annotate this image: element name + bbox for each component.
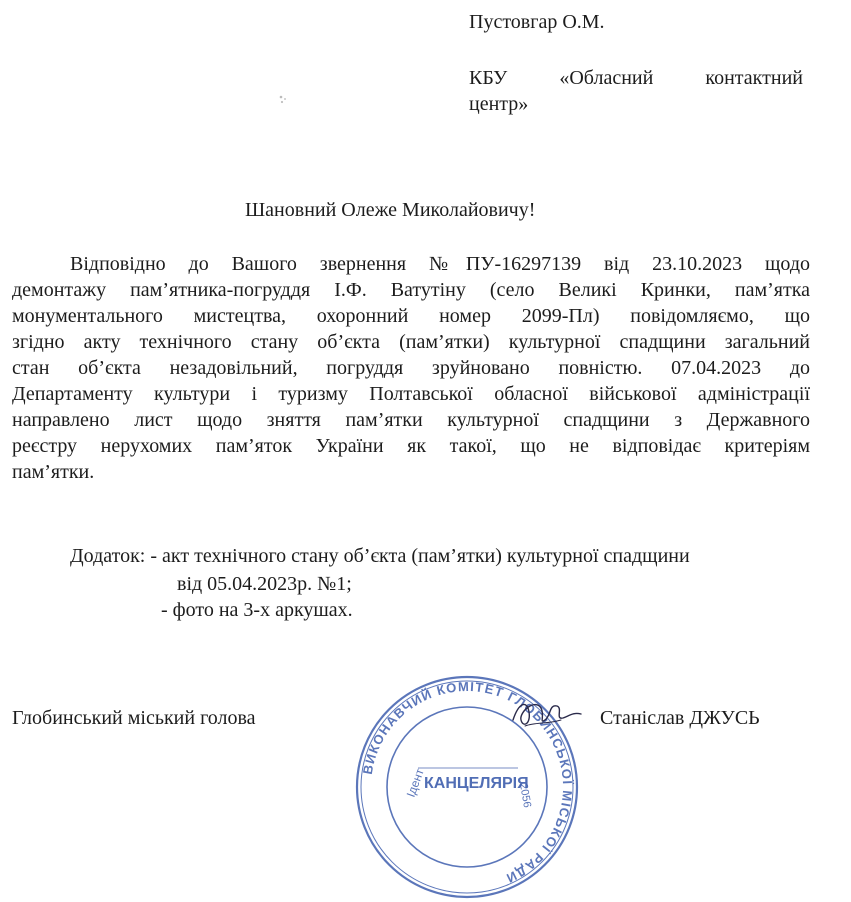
org-word-kontaktnyi: контактний <box>705 67 803 89</box>
attachment-line-1: Додаток: - акт технічного стану об’єкта (пам’ятки) культурної спадщини <box>70 545 690 567</box>
scan-speck-mark <box>276 92 290 106</box>
signatory-name: Станіслав ДЖУСЬ <box>600 707 760 729</box>
attachment-line-2: від 05.04.2023р. №1; <box>177 573 352 595</box>
body-line: стан об’єкта незадовільний, погруддя зруйновано повністю. 07.04.2023 до <box>12 357 810 379</box>
org-word-oblasnyi: «Обласний <box>559 67 654 89</box>
handwritten-signature <box>505 690 585 740</box>
stamp-inner-left-text: Ідент <box>403 766 427 800</box>
recipient-organization-line2: центр» <box>469 93 529 115</box>
salutation: Шановний Олеже Миколайовичу! <box>245 199 536 221</box>
stamp-ring-text: ВИКОНАВЧИЙ КОМІТЕТ ГЛОБИНСЬКОЇ МІСЬКОЇ РАДИ <box>359 678 576 887</box>
recipient-organization <box>469 66 803 116</box>
body-line: Департаменту культури і туризму Полтавської обласної військової адміністрації <box>12 383 810 405</box>
stamp-center-text: КАНЦЕЛЯРІЯ <box>424 775 529 792</box>
recipient-organization-line1 <box>469 66 803 90</box>
body-line: монументального мистецтва, охоронний номер 2099-Пл) повідомляємо, що <box>12 305 810 327</box>
body-line: Відповідно до Вашого звернення №ПУ-16297139 від 23.10.2023 щодо <box>70 253 810 275</box>
recipient-name: Пустовгар О.М. <box>469 11 605 33</box>
body-line: направлено лист щодо зняття пам’ятки культурної спадщини з Державного <box>12 409 810 431</box>
stamp-inner-right-text: 2056 <box>517 782 534 809</box>
body-line: реєстру нерухомих пам’яток України як такої, що не відповідає критеріям <box>12 435 810 457</box>
body-line: згідно акту технічного стану об’єкта (пам’ятки) культурної спадщини загальний <box>12 331 810 353</box>
attachment-line-3: - фото на 3-х аркушах. <box>161 599 353 621</box>
org-word-kbu: КБУ <box>469 67 508 89</box>
body-line: демонтажу пам’ятника-погруддя І.Ф. Ватутіну (село Великі Кринки, пам’ятка <box>12 279 810 301</box>
body-line: пам’ятки. <box>12 461 95 483</box>
signatory-title: Глобинський міський голова <box>12 707 256 729</box>
